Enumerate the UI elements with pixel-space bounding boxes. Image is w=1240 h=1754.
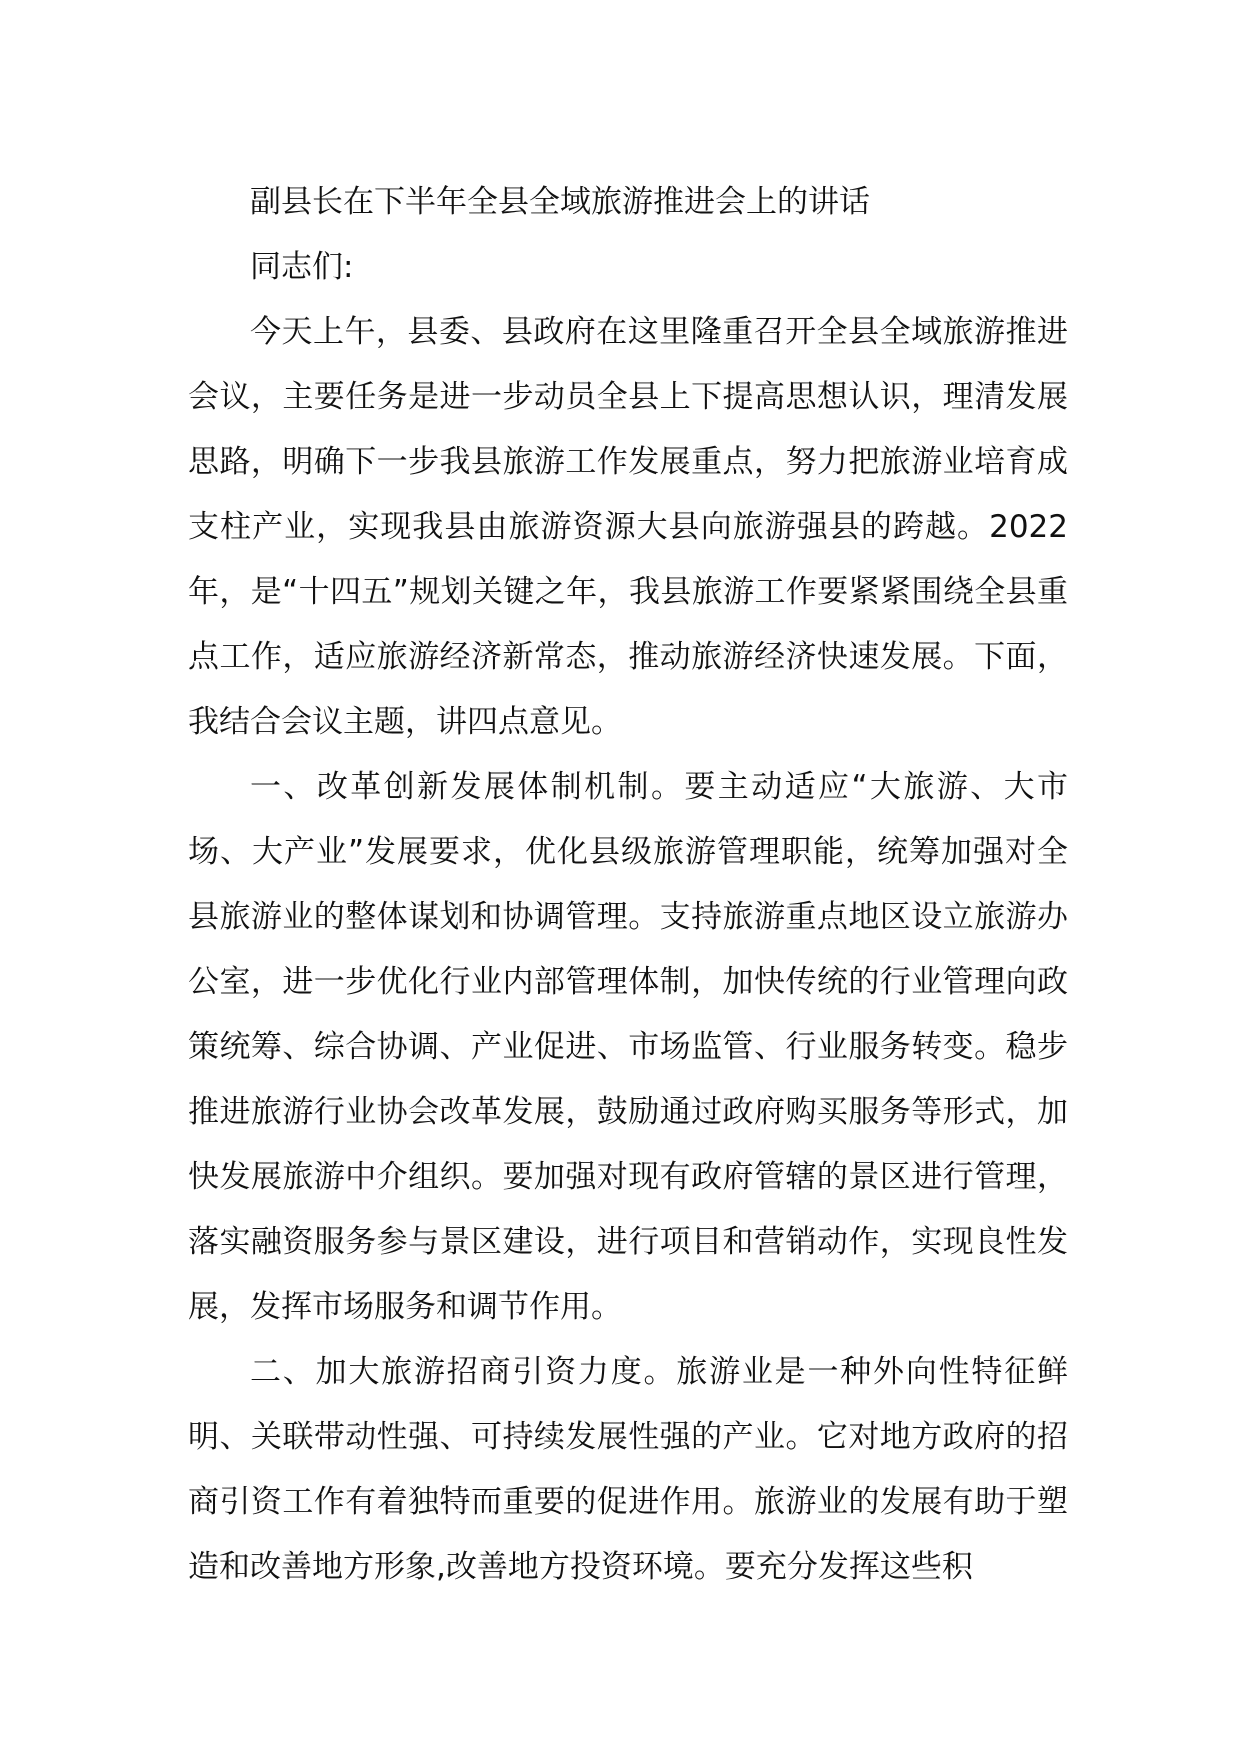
paragraph-intro: 今天上午，县委、县政府在这里隆重召开全县全域旅游推进会议，主要任务是进一步动员全县上下提高思想认识，理清发展思路，明确下一步我县旅游工作发展重点，努力把旅游业培育成支柱产业，实现我县由旅游资源大县向旅游强县的跨越。2022年，是“十四五”规划关键之年，我县旅游工作要紧紧围绕全县重点工作，适应旅游经济新常态，推动旅游经济快速发展。下面，我结合会议主题，讲四点意见。 (188, 314, 1068, 740)
paragraph-section-two: 二、加大旅游招商引资力度。旅游业是一种外向性特征鲜明、关联带动性强、可持续发展性强的产业。它对地方政府的招商引资工作有着独特而重要的促进作用。旅游业的发展有助于塑造和改善地方形象,改善地方投资环境。要充分发挥这些积 (188, 1354, 1068, 1585)
paragraph-section-one: 一、改革创新发展体制机制。要主动适应“大旅游、大市场、大产业”发展要求，优化县级旅游管理职能，统筹加强对全县旅游业的整体谋划和协调管理。支持旅游重点地区设立旅游办公室，进一步优化行业内部管理体制，加快传统的行业管理向政策统筹、综合协调、产业促进、市场监管、行业服务转变。稳步推进旅游行业协会改革发展，鼓励通过政府购买服务等形式，加快发展旅游中介组织。要加强对现有政府管辖的景区进行管理，落实融资服务参与景区建设，进行项目和营销动作，实现良性发展，发挥市场服务和调节作用。 (188, 769, 1068, 1325)
document-title: 副县长在下半年全县全域旅游推进会上的讲话 (250, 184, 870, 220)
document-body (188, 170, 1068, 1600)
salutation: 同志们: (250, 249, 354, 285)
